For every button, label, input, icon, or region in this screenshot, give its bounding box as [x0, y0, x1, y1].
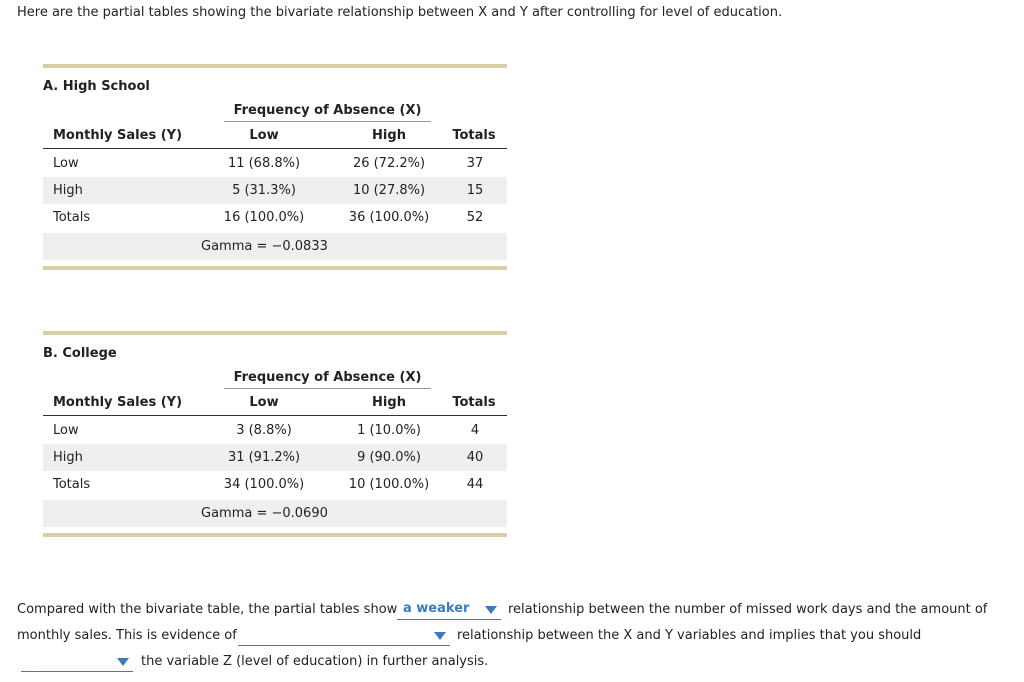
dropdown-strength[interactable] — [397, 601, 501, 620]
cell-low: 16 (100.0%) — [223, 210, 305, 225]
cell-total: 15 — [466, 183, 484, 198]
frequency-header: Frequency of Absence (X) — [224, 103, 431, 122]
row-label: Totals — [53, 477, 91, 492]
col-header-high: High — [372, 128, 406, 143]
top-rule — [43, 331, 507, 335]
question-line-1b: relationship between the number of missed work days and the amount of — [508, 602, 988, 617]
table-high-school — [43, 64, 507, 272]
frequency-header: Frequency of Absence (X) — [224, 370, 431, 389]
bottom-rule — [43, 266, 507, 270]
table-row — [43, 150, 507, 177]
header-rule — [43, 148, 507, 149]
gamma-row — [43, 233, 507, 260]
section-title: B. College — [43, 346, 117, 361]
cell-low: 34 (100.0%) — [223, 477, 305, 492]
cell-high: 10 (100.0%) — [348, 477, 430, 492]
chevron-down-icon — [485, 606, 497, 614]
dropdown-evidence[interactable] — [238, 627, 450, 646]
row-label: Low — [53, 423, 79, 438]
question-line-2a: monthly sales. This is evidence of — [17, 628, 237, 643]
cell-total: 37 — [466, 156, 484, 171]
row-label: Totals — [53, 210, 91, 225]
table-row — [43, 444, 507, 471]
col-header-high: High — [372, 395, 406, 410]
chevron-down-icon — [434, 632, 446, 640]
cell-high: 10 (27.8%) — [352, 183, 426, 198]
table-row — [43, 177, 507, 204]
chevron-down-icon — [117, 658, 129, 666]
bottom-rule — [43, 533, 507, 537]
gamma-value: Gamma = −0.0690 — [201, 506, 328, 521]
section-title: A. High School — [43, 79, 150, 94]
table-row — [43, 417, 507, 444]
dropdown-strength-value: a weaker — [403, 601, 470, 616]
question-line-2b: relationship between the X and Y variables and implies that you should — [457, 628, 922, 643]
table-row — [43, 204, 507, 231]
col-header-totals: Totals — [452, 128, 496, 143]
dropdown-action[interactable] — [21, 653, 133, 672]
cell-low: 3 (8.8%) — [236, 423, 292, 438]
row-label: Low — [53, 156, 79, 171]
gamma-value: Gamma = −0.0833 — [201, 239, 328, 254]
cell-high: 9 (90.0%) — [357, 450, 421, 465]
row-header: Monthly Sales (Y) — [53, 395, 183, 410]
cell-total: 4 — [470, 423, 480, 438]
cell-low: 5 (31.3%) — [232, 183, 296, 198]
cell-total: 44 — [466, 477, 484, 492]
table-row — [43, 471, 507, 498]
question-line-1a: Compared with the bivariate table, the partial tables show — [17, 602, 398, 617]
table-college — [43, 331, 507, 539]
cell-total: 40 — [466, 450, 484, 465]
cell-high: 36 (100.0%) — [348, 210, 430, 225]
intro-text: Here are the partial tables showing the bivariate relationship between X and Y after controlling for level of education. — [17, 5, 783, 20]
col-header-totals: Totals — [452, 395, 496, 410]
cell-high: 26 (72.2%) — [352, 156, 426, 171]
gamma-row — [43, 500, 507, 527]
col-header-low: Low — [249, 395, 279, 410]
row-header: Monthly Sales (Y) — [53, 128, 183, 143]
header-rule — [43, 415, 507, 416]
col-header-low: Low — [249, 128, 279, 143]
cell-low: 11 (68.8%) — [227, 156, 301, 171]
row-label: High — [53, 183, 83, 198]
cell-high: 1 (10.0%) — [357, 423, 421, 438]
question-line-3b: the variable Z (level of education) in further analysis. — [141, 654, 489, 669]
cell-low: 31 (91.2%) — [227, 450, 301, 465]
row-label: High — [53, 450, 83, 465]
cell-total: 52 — [466, 210, 484, 225]
top-rule — [43, 64, 507, 68]
